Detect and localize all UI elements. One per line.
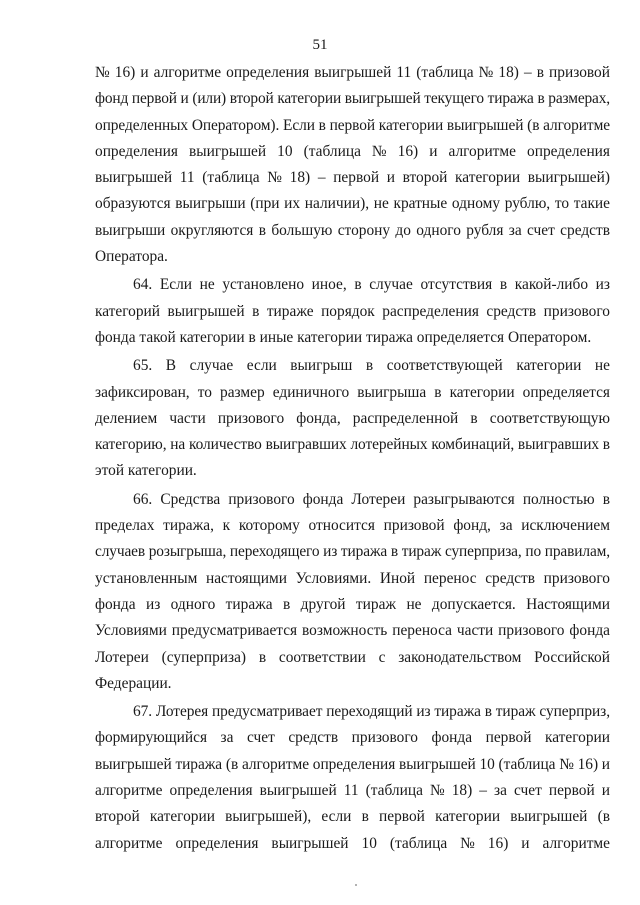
- text-line: выигрышей 11 (таблица № 18) – первой и второй категории выигрышей): [95, 169, 610, 187]
- text-line: зафиксирован, то размер единичного выигрыша в категории определяется: [95, 383, 610, 401]
- text-line: фонд первой и (или) второй категории выигрышей текущего тиража в размерах,: [95, 90, 610, 108]
- text-line: второй категории выигрышей), если в первой категории выигрышей (в: [95, 808, 610, 826]
- text-line: случаев розыгрыша, переходящего из тиража в тираж суперприза, по правилам,: [95, 543, 610, 561]
- text-line: определенных Оператором). Если в первой категории выигрышей (в алгоритме: [95, 116, 610, 134]
- text-line: выигрыши округляются в большую сторону до одного рубля за счет средств: [95, 221, 610, 239]
- text-line: фонда такой категории в иные категории тиража определяется Оператором.: [95, 328, 592, 346]
- page-number: 51: [312, 37, 328, 53]
- paragraph-67-first-line: 67. Лотерея предусматривает переходящий из тиража в тираж суперприз,: [133, 703, 610, 721]
- text-line: пределах тиража, к которому относится призовой фонд, за исключением: [95, 517, 610, 535]
- paragraph-64-first-line: 64. Если не установлено иное, в случае отсутствия в какой-либо из: [133, 276, 610, 294]
- text-line: категорий выигрышей в тираже порядок распределения средств призового: [95, 302, 610, 320]
- text-line: определения выигрышей 10 (таблица № 16) и алгоритме определения: [95, 142, 610, 160]
- text-line: № 16) и алгоритме определения выигрышей 11 (таблица № 18) – в призовой: [95, 64, 610, 81]
- paragraph-66-first-line: 66. Средства призового фонда Лотереи разыгрываются полностью в: [133, 490, 610, 508]
- text-line: делением части призового фонда, распределенной в соответствующую: [95, 409, 610, 427]
- scan-speck: [355, 884, 357, 886]
- text-line: алгоритме определения выигрышей 10 (таблица № 16) и алгоритме: [95, 834, 610, 852]
- text-line: фонда из одного тиража в другой тираж не допускается. Настоящими: [95, 595, 610, 613]
- text-line: Федерации.: [95, 674, 172, 692]
- text-line: Оператора.: [95, 248, 168, 266]
- paragraph-65-first-line: 65. В случае если выигрыш в соответствующей категории не: [133, 357, 610, 375]
- text-line: выигрышей тиража (в алгоритме определения выигрышей 10 (таблица № 16) и: [95, 755, 610, 773]
- text-line: установленным настоящими Условиями. Иной перенос средств призового: [95, 569, 610, 587]
- text-line: Лотереи (суперприза) в соответствии с законодательством Российской: [95, 648, 610, 666]
- text-line: Условиями предусматривается возможность переноса части призового фонда: [95, 622, 610, 640]
- body-text: [95, 60, 610, 857]
- text-line: формирующийся за счет средств призового фонда первой категории: [95, 729, 610, 747]
- text-line: алгоритме определения выигрышей 11 (таблица № 18) – за счет первой и: [95, 782, 610, 800]
- text-line: образуются выигрыши (при их наличии), не кратные одному рублю, то такие: [95, 195, 610, 213]
- text-line: категорию, на количество выигравших лотерейных комбинаций, выигравших в: [95, 436, 610, 454]
- text-line: этой категории.: [95, 462, 197, 480]
